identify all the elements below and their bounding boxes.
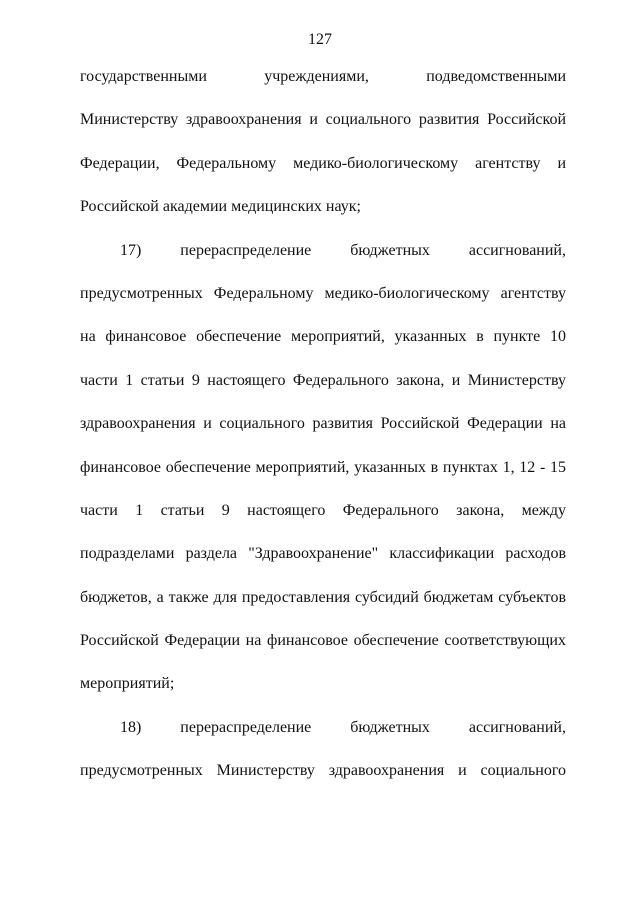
- text-line: части 1 статьи 9 настоящего Федерального закона, между: [80, 501, 566, 519]
- text-line: Федерации, Федеральному медико-биологическому агентству и: [80, 154, 566, 172]
- text-line: мероприятий;: [80, 675, 175, 693]
- text-line: части 1 статьи 9 настоящего Федерального закона, и Министерству: [80, 371, 566, 389]
- text-line: подразделами раздела "Здравоохранение" классификации расходов: [80, 545, 566, 563]
- text-line: Министерству здравоохранения и социального развития Российской: [80, 111, 566, 129]
- text-line: Российской академии медицинских наук;: [80, 198, 361, 216]
- text-line: бюджетов, а также для предоставления субсидий бюджетам субъектов: [80, 588, 566, 606]
- text-line: предусмотренных Министерству здравоохранения и социального: [80, 762, 566, 780]
- body-text: [80, 67, 566, 805]
- page-number: 127: [308, 31, 332, 48]
- text-line: 18) перераспределение бюджетных ассигнований,: [120, 718, 566, 736]
- text-line: 17) перераспределение бюджетных ассигнований,: [120, 241, 566, 259]
- text-line: здравоохранения и социального развития Российской Федерации на: [80, 415, 566, 433]
- text-line: государственными учреждениями, подведомственными: [80, 68, 566, 85]
- text-line: Российской Федерации на финансовое обеспечение соответствующих: [80, 632, 566, 650]
- text-line: на финансовое обеспечение мероприятий, указанных в пункте 10: [80, 328, 566, 346]
- text-line: финансовое обеспечение мероприятий, указанных в пунктах 1, 12 - 15: [80, 458, 566, 476]
- text-line: предусмотренных Федеральному медико-биологическому агентству: [80, 284, 566, 302]
